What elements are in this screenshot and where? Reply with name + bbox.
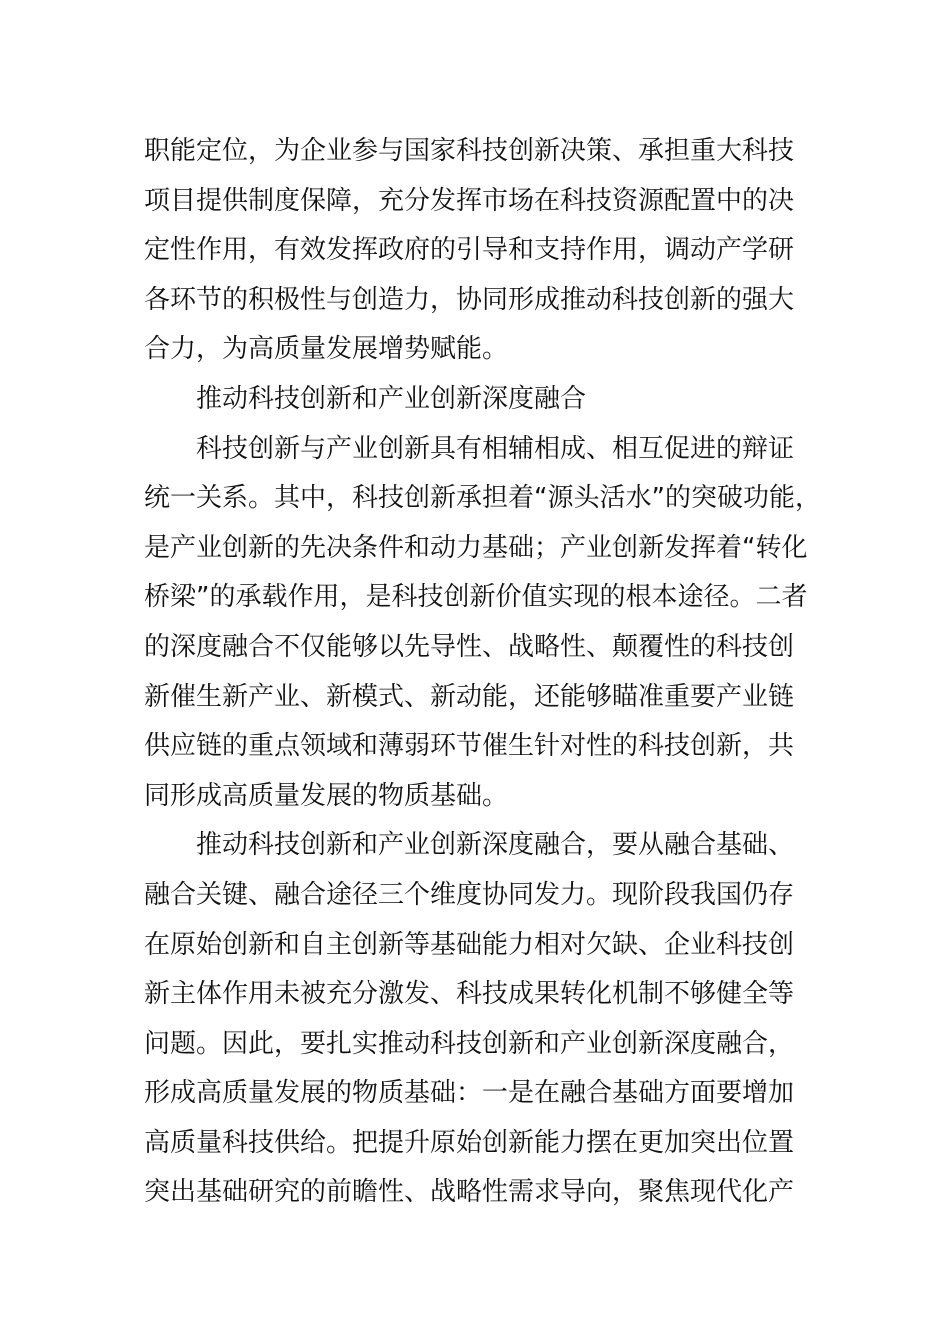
text-line: 的深度融合不仅能够以先导性、战略性、颠覆性的科技创 [144, 631, 795, 662]
document-body [144, 127, 821, 1218]
text-line: 各环节的积极性与创造力，协同形成推动科技创新的强大 [144, 284, 795, 315]
text-line: 是产业创新的先决条件和动力基础；产业创新发挥着“转化 [144, 532, 808, 563]
text-line: 职能定位，为企业参与国家科技创新决策、承担重大科技 [144, 136, 795, 166]
text-line: 在原始创新和自主创新等基础能力相对欠缺、企业科技创 [144, 929, 795, 960]
text-line: 新催生新产业、新模式、新动能，还能够瞄准重要产业链 [144, 681, 795, 712]
text-line: 问题。因此，要扎实推动科技创新和产业创新深度融合， [144, 1028, 795, 1059]
text-line: 高质量科技供给。把提升原始创新能力摆在更加突出位置 [144, 1127, 795, 1158]
text-line: 突出基础研究的前瞻性、战略性需求导向，聚焦现代化产 [144, 1177, 795, 1208]
text-line: 形成高质量发展的物质基础：一是在融合基础方面要增加 [144, 1078, 795, 1109]
text-line: 科技创新与产业创新具有相辅相成、相互促进的辩证 [196, 433, 795, 464]
text-line: 桥梁”的承载作用，是科技创新价值实现的根本途径。二者 [144, 582, 808, 613]
text-line: 定性作用，有效发挥政府的引导和支持作用，调动产学研 [144, 235, 795, 266]
text-line: 合力，为高质量发展增势赋能。 [144, 334, 509, 365]
section-heading: 推动科技创新和产业创新深度融合 [196, 383, 587, 414]
text-line: 融合关键、融合途径三个维度协同发力。现阶段我国仍存 [144, 879, 795, 910]
text-line: 统一关系。其中，科技创新承担着“源头活水”的突破功能， [144, 483, 821, 514]
text-line: 供应链的重点领域和薄弱环节催生针对性的科技创新，共 [144, 731, 795, 762]
text-line: 同形成高质量发展的物质基础。 [144, 780, 509, 811]
text-line: 项目提供制度保障，充分发挥市场在科技资源配置中的决 [144, 185, 795, 216]
text-line: 新主体作用未被充分激发、科技成果转化机制不够健全等 [144, 979, 795, 1010]
text-line: 推动科技创新和产业创新深度融合，要从融合基础、 [196, 830, 795, 861]
